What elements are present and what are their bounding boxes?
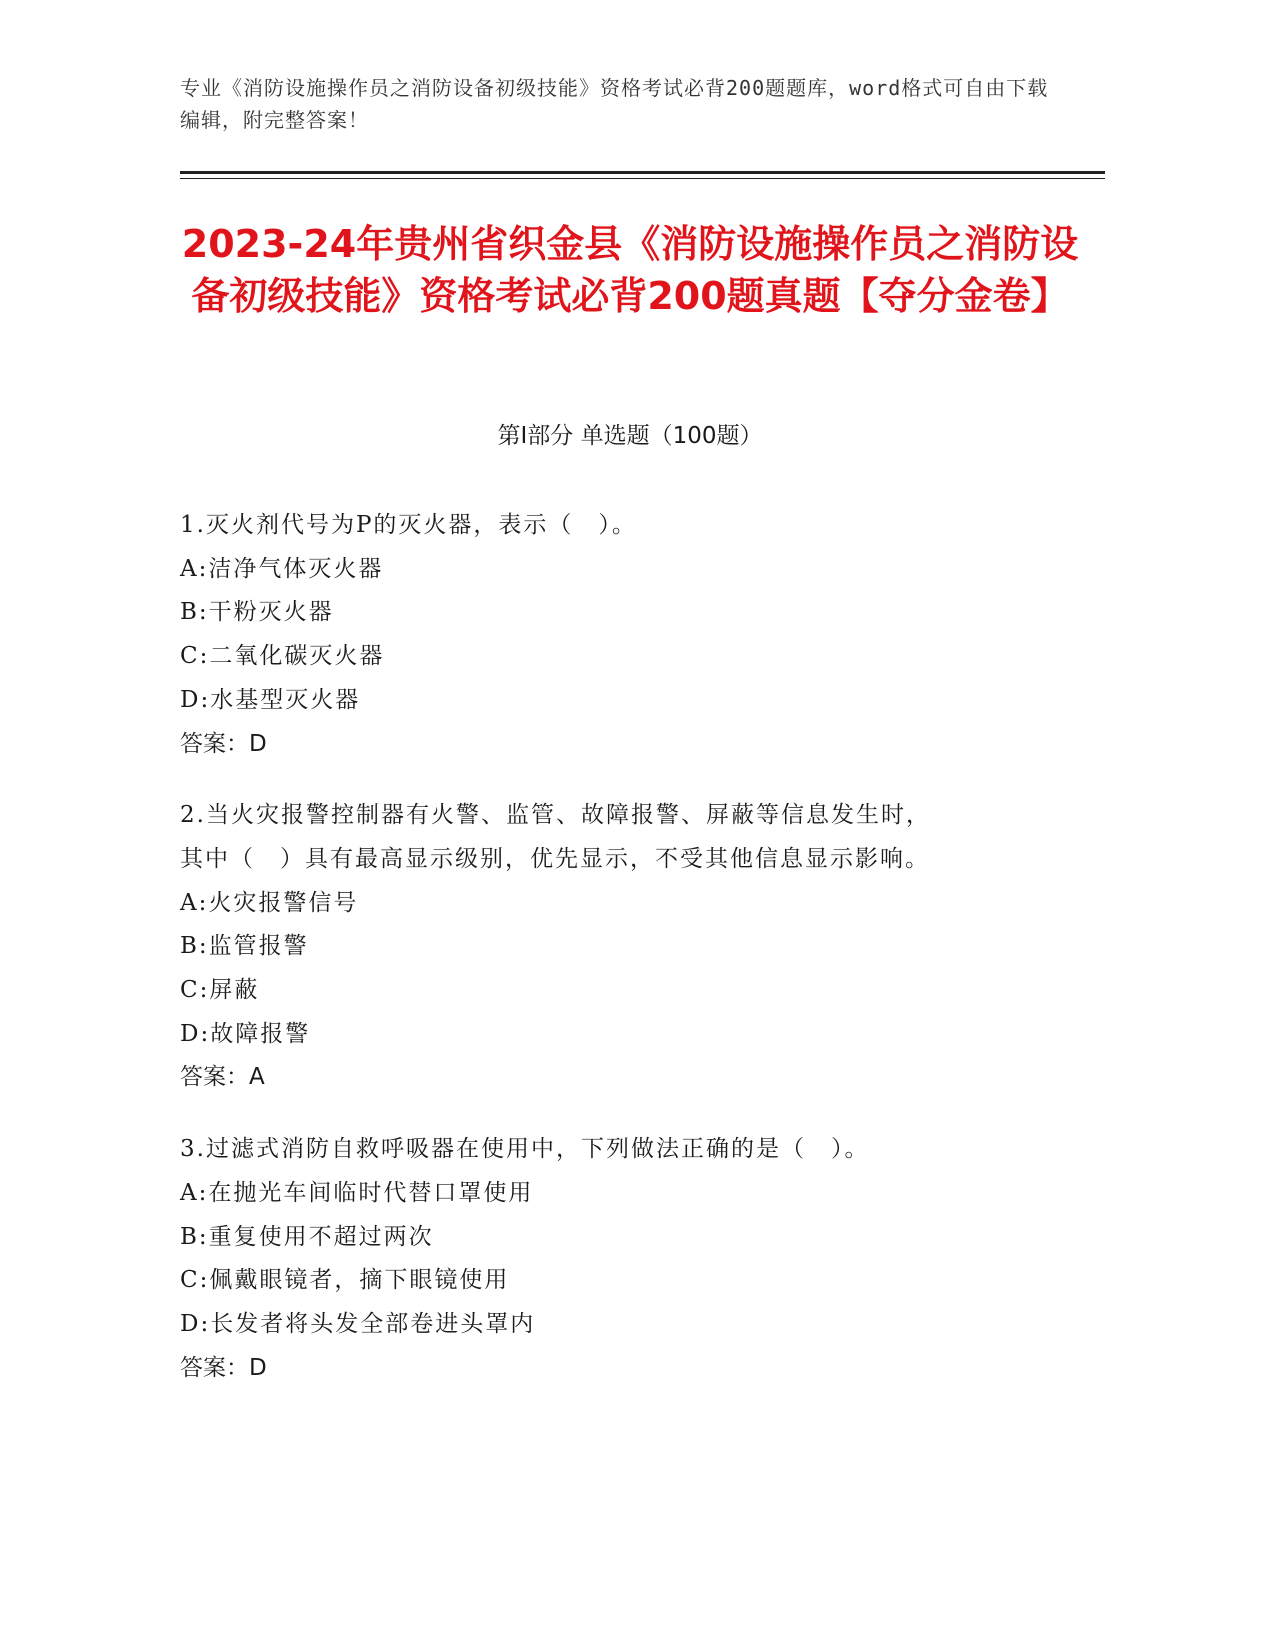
option-b: B:重复使用不超过两次 bbox=[180, 1223, 434, 1250]
question-2 bbox=[180, 794, 1080, 1100]
question-stem: 2.当火灾报警控制器有火警、监管、故障报警、屏蔽等信息发生时， bbox=[180, 802, 931, 829]
question-stem: 3.过滤式消防自救呼吸器在使用中，下列做法正确的是（ ）。 bbox=[180, 1136, 870, 1163]
answer: 答案：A bbox=[180, 1064, 265, 1091]
question-stem-continued: 其中（ ）具有最高显示级别，优先显示，不受其他信息显示影响。 bbox=[180, 845, 930, 872]
option-c: C:佩戴眼镜者，摘下眼镜使用 bbox=[180, 1267, 510, 1294]
option-d: D:水基型灭火器 bbox=[180, 686, 361, 713]
option-b: B:干粉灭火器 bbox=[180, 599, 334, 626]
answer: 答案：D bbox=[180, 730, 267, 757]
document-title: 2023-24年贵州省织金县《消防设施操作员之消防设备初级技能》资格考试必背200题真题【夺分金卷】 bbox=[181, 222, 1079, 318]
header-divider-thin bbox=[180, 178, 1105, 179]
option-d: D:故障报警 bbox=[180, 1020, 311, 1047]
question-1 bbox=[180, 504, 1080, 766]
question-list bbox=[180, 504, 1080, 1418]
header-divider-thick bbox=[180, 171, 1105, 174]
option-a: A:在抛光车间临时代替口罩使用 bbox=[180, 1179, 534, 1206]
option-a: A:洁净气体灭火器 bbox=[180, 555, 384, 582]
answer: 答案：D bbox=[180, 1354, 267, 1381]
option-d: D:长发者将头发全部卷进头罩内 bbox=[180, 1310, 536, 1337]
section-heading: 第Ⅰ部分 单选题（100题） bbox=[497, 423, 763, 449]
question-3 bbox=[180, 1128, 1080, 1390]
option-b: B:监管报警 bbox=[180, 933, 309, 960]
header-note: 专业《消防设施操作员之消防设备初级技能》资格考试必背200题题库，word格式可自由下载编辑，附完整答案！ bbox=[180, 76, 1049, 132]
option-a: A:火灾报警信号 bbox=[180, 889, 359, 916]
question-stem: 1.灭火剂代号为P的灭火器，表示（ ）。 bbox=[180, 512, 637, 538]
option-c: C:屏蔽 bbox=[180, 977, 260, 1004]
option-c: C:二氧化碳灭火器 bbox=[180, 643, 385, 670]
